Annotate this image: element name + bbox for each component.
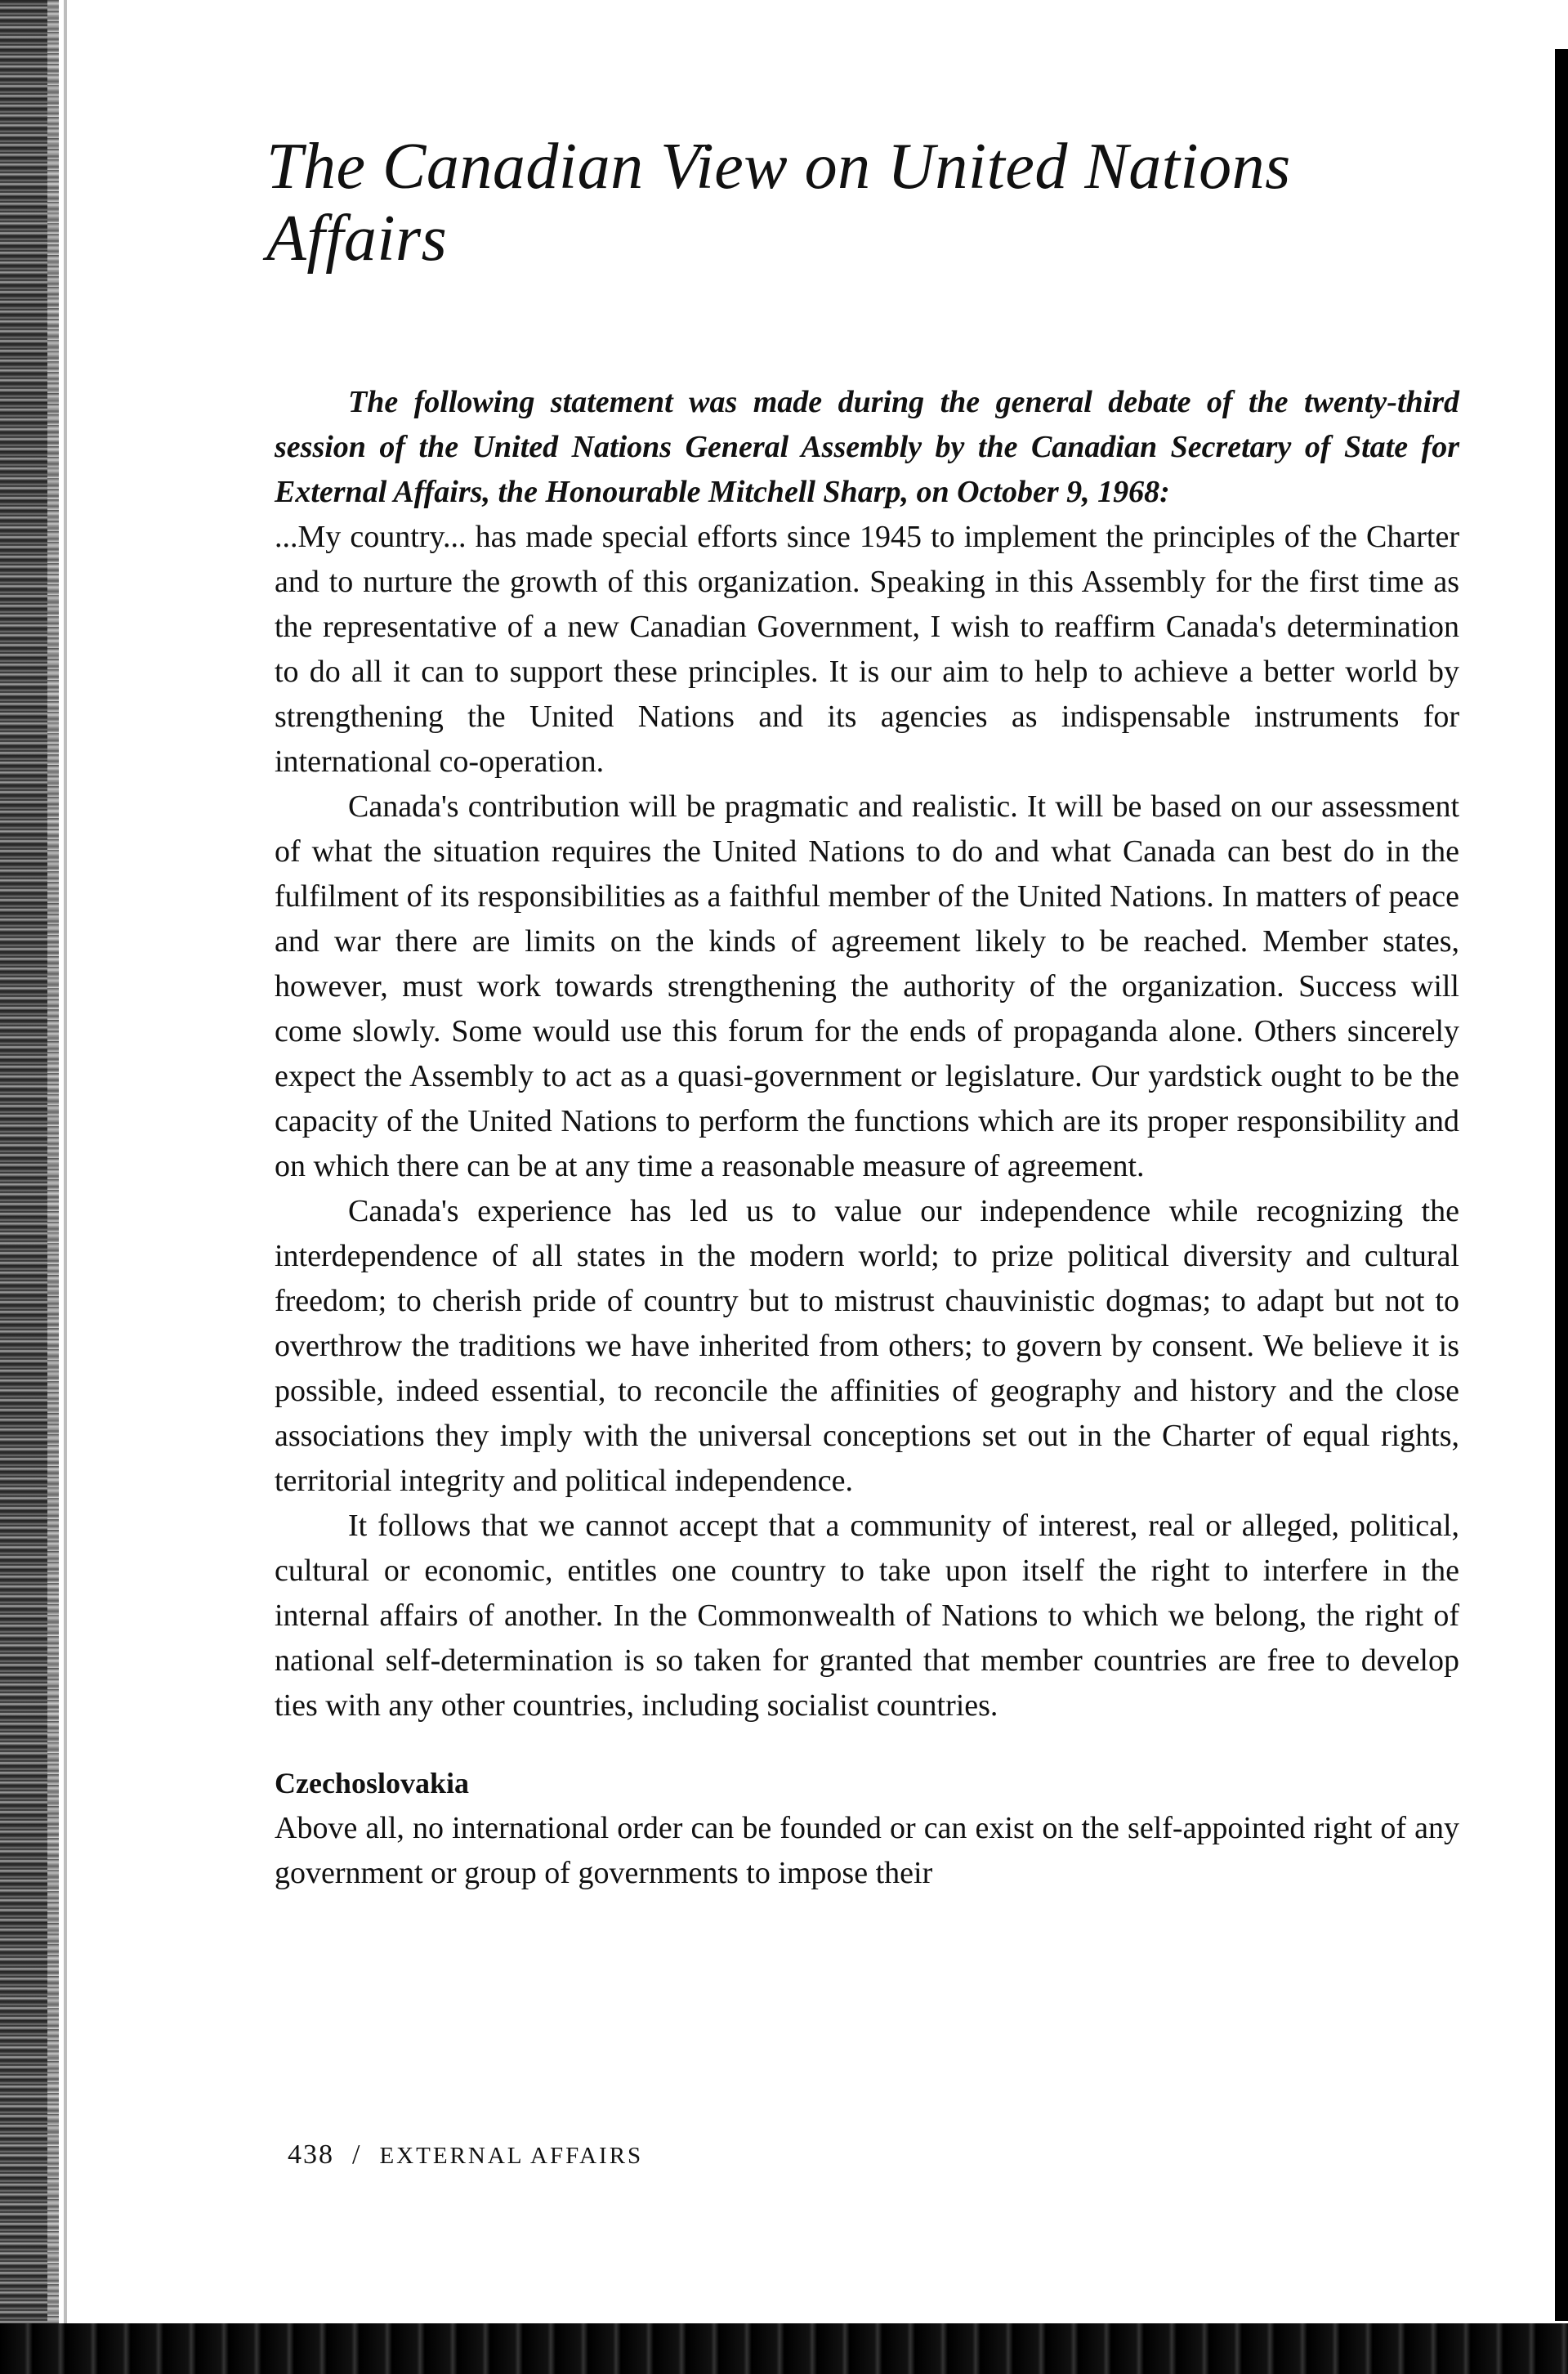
section-paragraph: Above all, no international order can be founded or can exist on the self-appointed right of any government or group of governments to impose their: [275, 1811, 1459, 1890]
paragraph-2: Canada's contribution will be pragmatic and realistic. It will be based on our assessment of what the situation requires the United Nations to do and what Canada can best do in the fulfilment of its responsibilities as a faithful member of the United Nations. In matters of peace and war there are limits on the kinds of agreement likely to be reached. Member states, however, must work towards strengthening the authority of the organization. Success will come slowly. Some would use this forum for the ends of propaganda alone. Others sincerely expect the Assembly to act as a quasi-government or legislature. Our yardstick ought to be the capacity of the United Nations to perform the functions which are its proper responsibility and on which there can be at any time a reasonable measure of agreement.: [275, 789, 1459, 1183]
page-title: The Canadian View on United Nations Affairs: [266, 131, 1291, 275]
intro-statement: The following statement was made during the general debate of the twenty-third session of the United Nations General Assembly by the Canadian Secretary of State for External Affairs, the Honourable Mitchell Sharp, on October 9, 1968:: [275, 385, 1459, 509]
paragraph-4: It follows that we cannot accept that a community of interest, real or alleged, political, cultural or economic, entitles one country to take upon itself the right to interfere in the internal affairs of another. In the Commonwealth of Nations to which we belong, the right of national self-determination is so taken for granted that member countries are free to develop ties with any other countries, including socialist countries.: [275, 1509, 1459, 1723]
paragraph-1: ...My country... has made special efforts since 1945 to implement the principles of the Charter and to nurture the growth of this organization. Speaking in this Assembly for the first time as the representative of a new Canadian Government, I wish to reaffirm Canada's determination to do all it can to support these principles. It is our aim to help to achieve a better world by strengthening the United Nations and its agencies as indispensable instruments for international co-operation.: [275, 520, 1459, 779]
footer-separator: /: [352, 2139, 362, 2170]
scan-bottom-edge: [0, 2323, 1568, 2374]
section-heading: Czechoslovakia: [275, 1767, 469, 1800]
paragraph-3: Canada's experience has led us to value our independence while recognizing the interdependence of all states in the modern world; to prize political diversity and cultural freedom; to cherish pride of country but to mistrust chauvinistic dogmas; to adapt but not to overthrow the traditions we have inherited from others; to govern by consent. We believe it is possible, indeed essential, to reconcile the affinities of geography and history and the close associations they imply with the universal conceptions set out in the Charter of equal rights, territorial integrity and political independence.: [275, 1194, 1459, 1498]
page-number: 438: [288, 2139, 334, 2170]
publication-name: EXTERNAL AFFAIRS: [379, 2143, 644, 2169]
article-body: [275, 380, 1459, 1896]
scan-page-fold: [64, 0, 67, 2374]
page-footer: [288, 2139, 643, 2171]
scan-right-edge: [1555, 49, 1568, 2321]
scan-binding-shadow: [47, 0, 59, 2374]
